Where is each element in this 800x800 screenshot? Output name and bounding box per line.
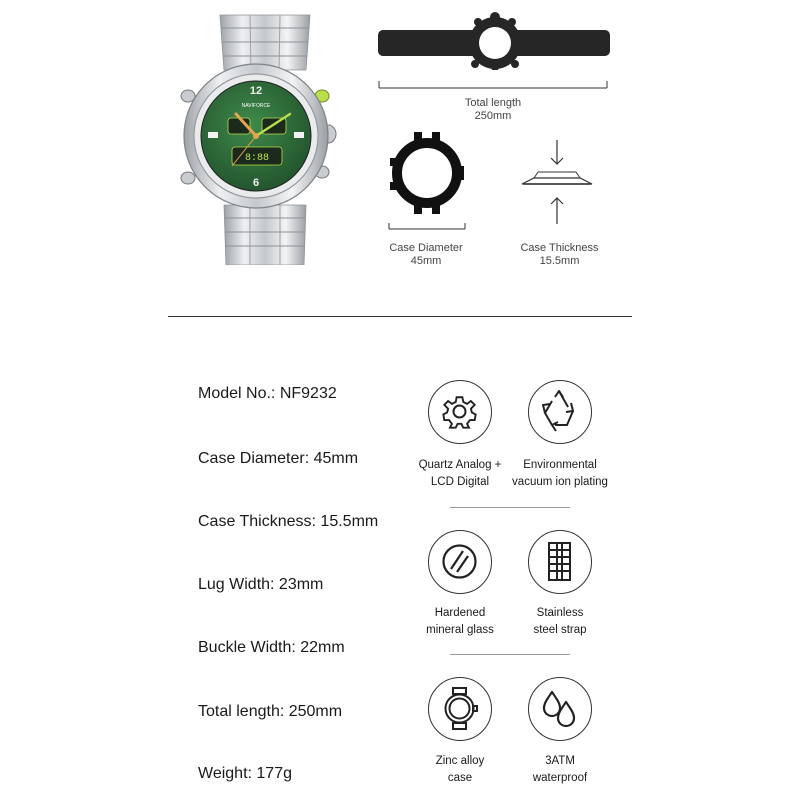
feature-glass-line2: mineral glass — [426, 624, 494, 636]
feature-strap-line2: steel strap — [533, 624, 587, 636]
feature-case-label — [405, 753, 515, 787]
case-diameter-bracket — [388, 222, 466, 232]
spec-buckle-width: Buckle Width: 22mm — [198, 639, 345, 656]
svg-text:12: 12 — [249, 85, 263, 97]
feature-plating-label — [505, 457, 615, 491]
strap-silhouette — [375, 12, 615, 70]
glass-icon — [429, 531, 490, 592]
brand-logo: NAVIFORCE — [241, 103, 271, 109]
feature-waterproof-label — [505, 753, 615, 787]
feature-case-line2: case — [447, 772, 473, 784]
spec-model-number: Model No.: NF9232 — [198, 385, 337, 402]
feature-plating — [528, 380, 592, 444]
feature-glass — [428, 530, 492, 594]
feature-strap-line1: Stainless — [536, 607, 584, 619]
case-thickness-value: 15.5mm — [539, 255, 580, 267]
case-thickness-icon — [512, 136, 602, 228]
feature-case-line1: Zinc alloy — [435, 755, 485, 767]
total-length-label: Total length — [464, 97, 522, 109]
strap-icon — [529, 531, 590, 592]
recycle-icon — [529, 381, 590, 442]
feature-movement-label — [405, 457, 515, 491]
feature-strap — [528, 530, 592, 594]
case-diameter-icon — [384, 130, 470, 216]
total-length-bracket — [378, 80, 608, 94]
case-diameter-caption — [366, 242, 486, 268]
gear-icon — [429, 381, 490, 442]
total-length-caption — [418, 97, 568, 123]
section-divider — [168, 316, 632, 317]
spec-total-length: Total length: 250mm — [198, 703, 343, 720]
feature-movement — [428, 380, 492, 444]
feature-divider-2 — [450, 654, 570, 655]
feature-divider-1 — [450, 507, 570, 508]
spec-case-diameter: Case Diameter: 45mm — [198, 450, 359, 467]
feature-waterproof-line1: 3ATM — [545, 755, 575, 767]
feature-glass-line1: Hardened — [434, 607, 486, 619]
bracelet-bottom — [224, 205, 306, 265]
watch-product-image — [170, 10, 360, 265]
feature-case — [428, 677, 492, 741]
case-diameter-value: 45mm — [410, 255, 442, 267]
spec-lug-width: Lug Width: 23mm — [198, 576, 324, 593]
bracelet-top — [220, 15, 310, 70]
case-thickness-label: Case Thickness — [520, 242, 599, 254]
case-icon — [429, 678, 490, 739]
feature-waterproof-line2: waterproof — [532, 772, 588, 784]
svg-text:6: 6 — [252, 177, 260, 189]
spec-weight: Weight: 177g — [198, 765, 292, 782]
total-length-value: 250mm — [474, 110, 512, 122]
case-thickness-caption — [497, 242, 622, 268]
svg-text:8:88: 8:88 — [244, 153, 270, 164]
feature-movement-line2: LCD Digital — [430, 476, 490, 488]
feature-plating-line2: vacuum ion plating — [512, 476, 608, 488]
case-diameter-label: Case Diameter — [389, 242, 463, 254]
feature-plating-line1: Environmental — [523, 459, 597, 471]
spec-case-thickness: Case Thickness: 15.5mm — [198, 513, 379, 530]
water-drops-icon — [529, 678, 590, 739]
feature-strap-label — [505, 605, 615, 639]
feature-movement-line1: Quartz Analog + — [418, 459, 502, 471]
feature-glass-label — [405, 605, 515, 639]
feature-waterproof — [528, 677, 592, 741]
